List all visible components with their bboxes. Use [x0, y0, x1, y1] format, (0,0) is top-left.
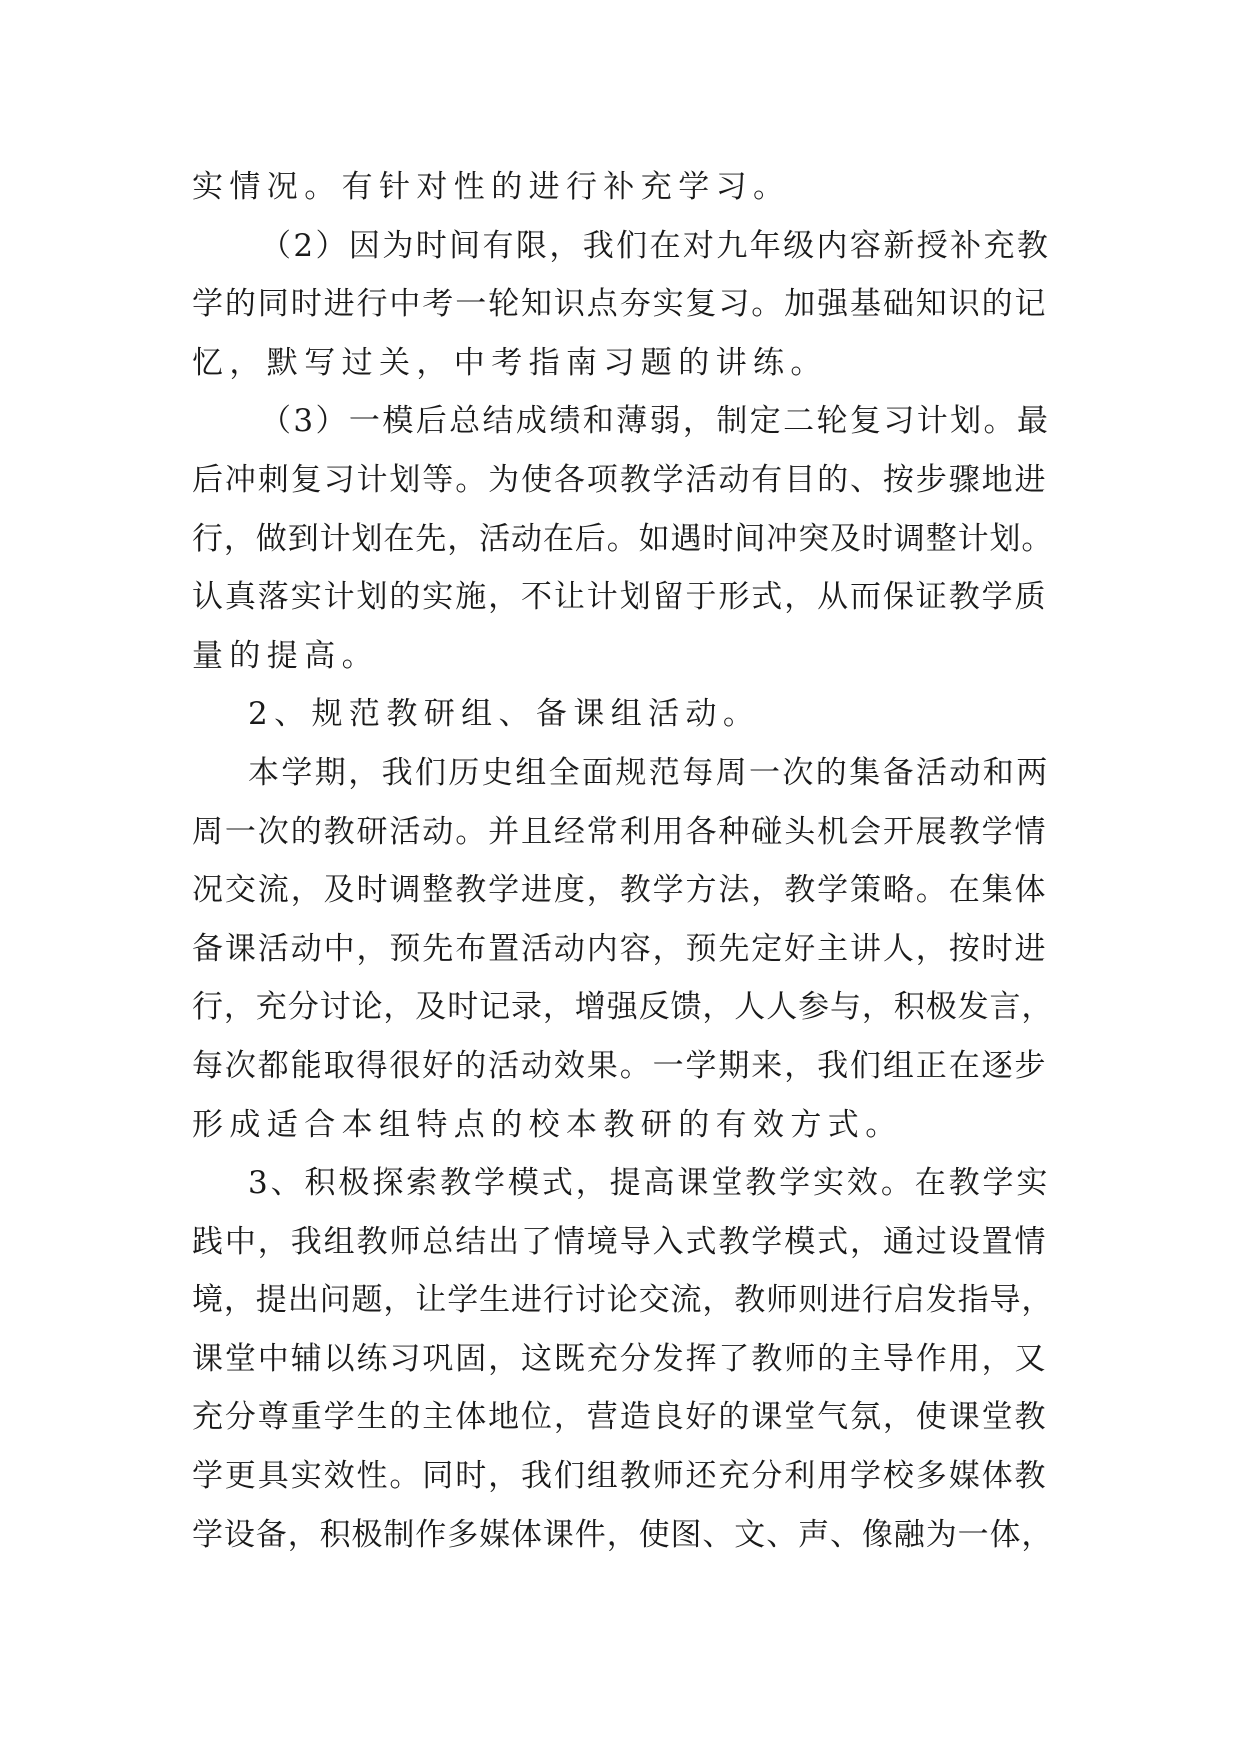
text-line: 认真落实计划的实施，不让计划留于形式，从而保证教学质: [192, 579, 1048, 616]
text-line: 备课活动中，预先布置活动内容，预先定好主讲人，按时进: [192, 930, 1048, 967]
text-line: 践中，我组教师总结出了情境导入式教学模式，通过设置情: [192, 1223, 1048, 1260]
text-line: 境，提出问题，让学生进行讨论交流，教师则进行启发指导，: [192, 1282, 1054, 1319]
text-line: 学的同时进行中考一轮知识点夯实复习。加强基础知识的记: [192, 286, 1048, 323]
text-line: （2）因为时间有限，我们在对九年级内容新授补充教: [260, 227, 1051, 264]
text-line: 每次都能取得很好的活动效果。一学期来，我们组正在逐步: [192, 1047, 1048, 1084]
body-text: [192, 158, 1054, 1564]
text-line: 本学期，我们历史组全面规范每周一次的集备活动和两: [248, 754, 1050, 791]
section-heading: 2、规范教研组、备课组活动。: [248, 696, 761, 733]
text-line: 量的提高。: [192, 637, 379, 674]
text-line: 后冲刺复习计划等。为使各项教学活动有目的、按步骤地进: [192, 461, 1048, 498]
text-line: 忆，默写过关，中考指南习题的讲练。: [192, 344, 828, 381]
text-line: 3、积极探索教学模式，提高课堂教学实效。在教学实: [248, 1165, 1051, 1202]
text-line: 况交流，及时调整教学进度，教学方法，教学策略。在集体: [192, 872, 1048, 909]
text-line: （3）一模后总结成绩和薄弱，制定二轮复习计划。最: [260, 403, 1051, 440]
text-line: 实情况。有针对性的进行补充学习。: [192, 169, 791, 205]
text-line: 学设备，积极制作多媒体课件，使图、文、声、像融为一体，: [192, 1516, 1054, 1553]
text-line: 行，充分讨论，及时记录，增强反馈，人人参与，积极发言，: [192, 989, 1054, 1026]
text-line: 课堂中辅以练习巩固，这既充分发挥了教师的主导作用，又: [192, 1340, 1048, 1377]
text-line: 学更具实效性。同时，我们组教师还充分利用学校多媒体教: [192, 1458, 1048, 1495]
text-line: 行，做到计划在先，活动在后。如遇时间冲突及时调整计划。: [192, 520, 1054, 557]
text-line: 充分尊重学生的主体地位，营造良好的课堂气氛，使课堂教: [192, 1399, 1048, 1436]
text-line: 形成适合本组特点的校本教研的有效方式。: [192, 1106, 903, 1143]
text-line: 周一次的教研活动。并且经常利用各种碰头机会开展教学情: [192, 813, 1048, 850]
